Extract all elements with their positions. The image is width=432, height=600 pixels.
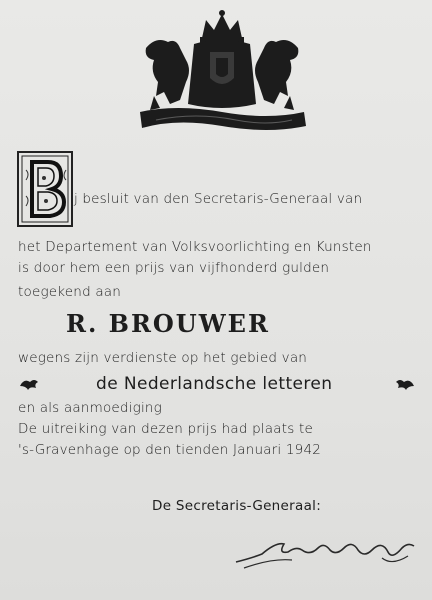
award-field: de Nederlandsche letteren [96, 374, 333, 394]
handwritten-signature [232, 528, 420, 572]
ceremony-line-1: De uitreiking van dezen prijs had plaats te [18, 421, 313, 437]
text-line-4: toegekend aan [18, 284, 122, 300]
encouragement-line: en als aanmoediging [18, 400, 162, 416]
signatory-title: De Secretaris-Generaal: [152, 498, 322, 514]
text-line-2: het Departement van Volksvoorlichting en Kunsten [18, 239, 372, 255]
royal-coat-of-arms-icon [136, 8, 308, 138]
decorated-initial-b [16, 150, 74, 228]
bird-ornament-icon [18, 376, 40, 392]
text-line-3: is door hem een prijs van vijfhonderd gulden [18, 260, 330, 276]
text-line-1: ij besluit van den Secretaris-Generaal van [70, 191, 363, 207]
recipient-name: R. BROUWER [66, 309, 270, 338]
reason-line: wegens zijn verdienste op het gebied van [18, 350, 308, 366]
ceremony-line-2: 's-Gravenhage op den tienden Januari 1942 [18, 442, 322, 458]
bird-ornament-icon [394, 376, 416, 392]
